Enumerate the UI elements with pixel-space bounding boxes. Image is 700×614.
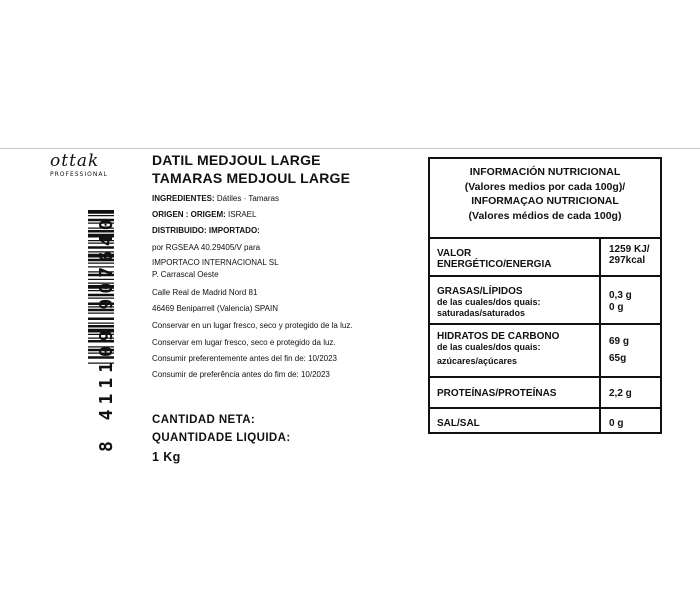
fat-label-3: saturadas/saturados: [437, 308, 526, 318]
fat-label: [437, 286, 541, 319]
protein-label: PROTEÍNAS/PROTEÍNAS: [437, 388, 557, 399]
nutrition-header-line: INFORMACIÓN NUTRICIONAL: [469, 166, 621, 178]
net-quantity-es: CANTIDAD NETA:: [152, 414, 256, 426]
column-divider: [599, 239, 601, 432]
line-label: INGREDIENTES:: [152, 194, 215, 203]
nutrition-header-line: (Valores medios por cada 100g)/: [464, 180, 626, 193]
row-divider: [430, 376, 660, 378]
net-quantity-value: 1 Kg: [152, 450, 181, 464]
logo-subtitle: PROFESSIONAL: [50, 171, 108, 178]
carbs-label-1: HIDRATOS DE CARBONO: [437, 331, 560, 342]
line-label: DISTRIBUIDO: IMPORTADO:: [152, 226, 260, 235]
fat-label-2: de las cuales/dos quais:: [437, 297, 541, 307]
energy-value-2: 297kcal: [609, 255, 646, 266]
carbs-label-2: de las cuales/dos quais:: [437, 342, 541, 352]
company-city: 46469 Beniparrell (Valencia) SPAIN: [152, 304, 278, 313]
barcode-bar: [88, 210, 114, 214]
energy-label-1: VALOR: [437, 248, 472, 259]
row-divider: [430, 275, 660, 277]
fat-value-1: 0,3 g: [609, 290, 632, 301]
line-label: ORIGEN : ORIGEM:: [152, 210, 226, 219]
energy-value-1: 1259 KJ/: [609, 244, 650, 255]
distributor-line: por RGSEAA 40.29405/V para: [152, 243, 261, 252]
energy-label-2: ENERGÉTICO/ENERGIA: [437, 259, 552, 270]
product-title-pt: TAMARAS MEDJOUL LARGE: [152, 170, 351, 186]
ingredients-line: [152, 194, 279, 203]
protein-value: 2,2 g: [609, 388, 632, 399]
line-text: ISRAEL: [225, 210, 257, 219]
best-before-pt: Consumir de preferência antes do fim de: 10/2023: [152, 370, 330, 379]
best-before-es: Consumir preferentemente antes del fin de: 10/2023: [152, 354, 338, 363]
net-quantity-pt: QUANTIDADE LIQUIDA:: [152, 432, 291, 444]
salt-value: 0 g: [609, 418, 624, 429]
salt-label: SAL/SAL: [437, 418, 480, 429]
line-text: Dátiles · Tamaras: [214, 194, 279, 203]
carbs-label: [437, 331, 559, 367]
carbs-value-2: 65g: [609, 353, 627, 364]
origin-line: [152, 210, 256, 219]
energy-value: [609, 244, 650, 266]
nutrition-header-line: INFORMAÇAO NUTRICIONAL: [471, 195, 619, 207]
company-area: P. Carrascal Oeste: [152, 270, 219, 279]
company-name: IMPORTACO INTERNACIONAL SL: [152, 258, 279, 267]
row-divider: [430, 237, 660, 239]
energy-label: [437, 248, 551, 270]
company-street: Calle Real de Madrid Nord 81: [152, 288, 258, 297]
label-top-edge: [0, 148, 700, 149]
logo-mark: ottak: [50, 151, 100, 171]
fat-value: [609, 290, 632, 314]
brand-logo: [50, 152, 120, 178]
nutrition-header-line: (Valores médios de cada 100g): [468, 209, 622, 222]
barcode-digits: 8 411109 907640: [96, 214, 117, 452]
row-divider: [430, 323, 660, 325]
distributor-heading: [152, 226, 260, 235]
carbs-value-1: 69 g: [609, 336, 630, 347]
row-divider: [430, 407, 660, 409]
storage-es: Conservar en un lugar fresco, seco y protegido de la luz.: [152, 321, 353, 330]
storage-pt: Conservar em lugar fresco, seco e protegido da luz.: [152, 338, 336, 347]
nutrition-table: [428, 157, 662, 434]
carbs-label-3: azúcares/açúcares: [437, 356, 518, 366]
nutrition-header: [430, 165, 660, 223]
fat-label-1: GRASAS/LÍPIDOS: [437, 286, 523, 297]
fat-value-2: 0 g: [609, 302, 624, 313]
product-title-es: DATIL MEDJOUL LARGE: [152, 152, 321, 168]
carbs-value: [609, 333, 629, 367]
